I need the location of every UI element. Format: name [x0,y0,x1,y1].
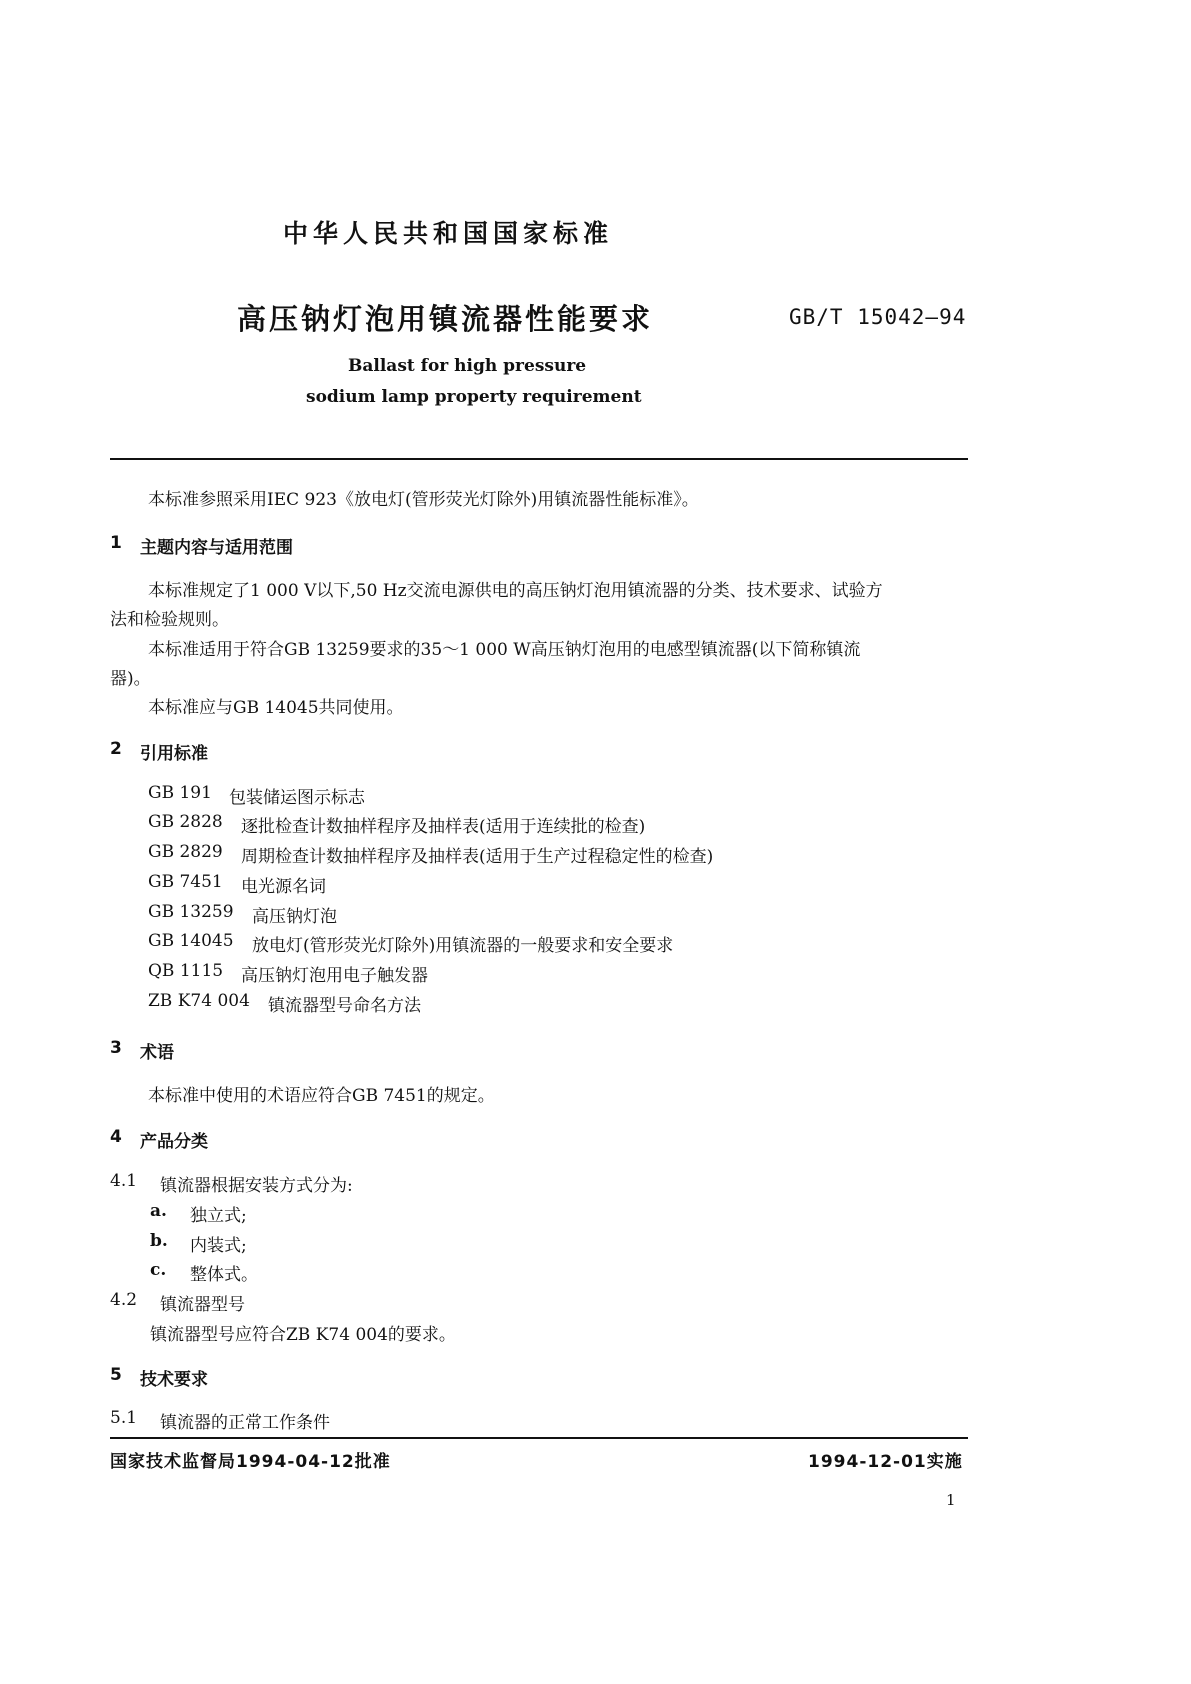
section-1-paragraph-2-line-2: 器)。 [110,669,151,689]
section-1-paragraph-1-line-2: 法和检验规则。 [110,610,229,630]
reference-code: GB 14045 [148,931,234,951]
section-5-number: 5 [110,1365,122,1385]
subsection-5-1-title: 镇流器的正常工作条件 [160,1413,330,1433]
section-1-paragraph-2-line-1: 本标准适用于符合GB 13259要求的35～1 000 W高压钠灯泡用的电感型镇流器(以下简称镇流 [148,640,861,660]
section-1-paragraph-3: 本标准应与GB 14045共同使用。 [148,698,404,718]
subsection-4-1-text: 镇流器根据安装方式分为: [160,1176,353,1196]
reference-name: 电光源名词 [241,877,326,897]
national-standard-heading: 中华人民共和国国家标准 [283,219,614,248]
reference-name: 包装储运图示标志 [229,788,365,808]
subsection-4-2-text: 镇流器型号应符合ZB K74 004的要求。 [150,1325,456,1345]
list-item-label: c. [150,1260,167,1280]
footer-divider [110,1437,968,1439]
reference-code: GB 13259 [148,902,234,922]
reference-name: 周期检查计数抽样程序及抽样表(适用于生产过程稳定性的检查) [241,847,714,867]
english-title-line-2: sodium lamp property requirement [306,387,642,407]
section-3-title: 术语 [140,1043,174,1063]
list-item-text: 内装式; [190,1236,247,1256]
list-item-label: a. [150,1201,167,1221]
section-1-title: 主题内容与适用范围 [140,538,293,558]
reference-code: GB 7451 [148,872,223,892]
reference-code: QB 1115 [148,961,224,981]
reference-name: 放电灯(管形荧光灯除外)用镇流器的一般要求和安全要求 [252,936,674,956]
reference-name: 镇流器型号命名方法 [268,996,421,1016]
header-divider [110,458,968,460]
page-number: 1 [946,1491,956,1509]
reference-name: 逐批检查计数抽样程序及抽样表(适用于连续批的检查) [241,817,646,837]
intro-paragraph: 本标准参照采用IEC 923《放电灯(管形荧光灯除外)用镇流器性能标准》。 [148,490,699,510]
section-1-paragraph-1-line-1: 本标准规定了1 000 V以下,50 Hz交流电源供电的高压钠灯泡用镇流器的分类、技术要求、试验方 [148,581,883,601]
section-3-number: 3 [110,1038,122,1058]
reference-code: GB 191 [148,783,212,803]
section-2-title: 引用标准 [140,744,208,764]
reference-name: 高压钠灯泡 [252,907,337,927]
section-5-title: 技术要求 [140,1370,208,1390]
subsection-4-2-number: 4.2 [110,1290,138,1310]
section-2-number: 2 [110,739,122,759]
section-3-paragraph: 本标准中使用的术语应符合GB 7451的规定。 [148,1086,495,1106]
reference-code: GB 2829 [148,842,223,862]
section-4-number: 4 [110,1127,122,1147]
subsection-4-2-title: 镇流器型号 [160,1295,245,1315]
section-1-number: 1 [110,533,122,553]
list-item-label: b. [150,1231,168,1251]
list-item-text: 整体式。 [190,1265,258,1285]
english-title-line-1: Ballast for high pressure [348,356,587,376]
page-title: 高压钠灯泡用镇流器性能要求 [237,302,654,336]
subsection-5-1-number: 5.1 [110,1408,138,1428]
reference-code: ZB K74 004 [148,991,250,1011]
section-4-title: 产品分类 [140,1132,208,1152]
reference-code: GB 2828 [148,812,223,832]
reference-name: 高压钠灯泡用电子触发器 [241,966,428,986]
approval-line: 国家技术监督局1994-04-12批准 [110,1452,391,1472]
list-item-text: 独立式; [190,1206,247,1226]
effective-date: 1994-12-01实施 [808,1452,963,1472]
subsection-4-1-number: 4.1 [110,1171,138,1191]
standard-code: GB/T 15042—94 [789,305,967,329]
